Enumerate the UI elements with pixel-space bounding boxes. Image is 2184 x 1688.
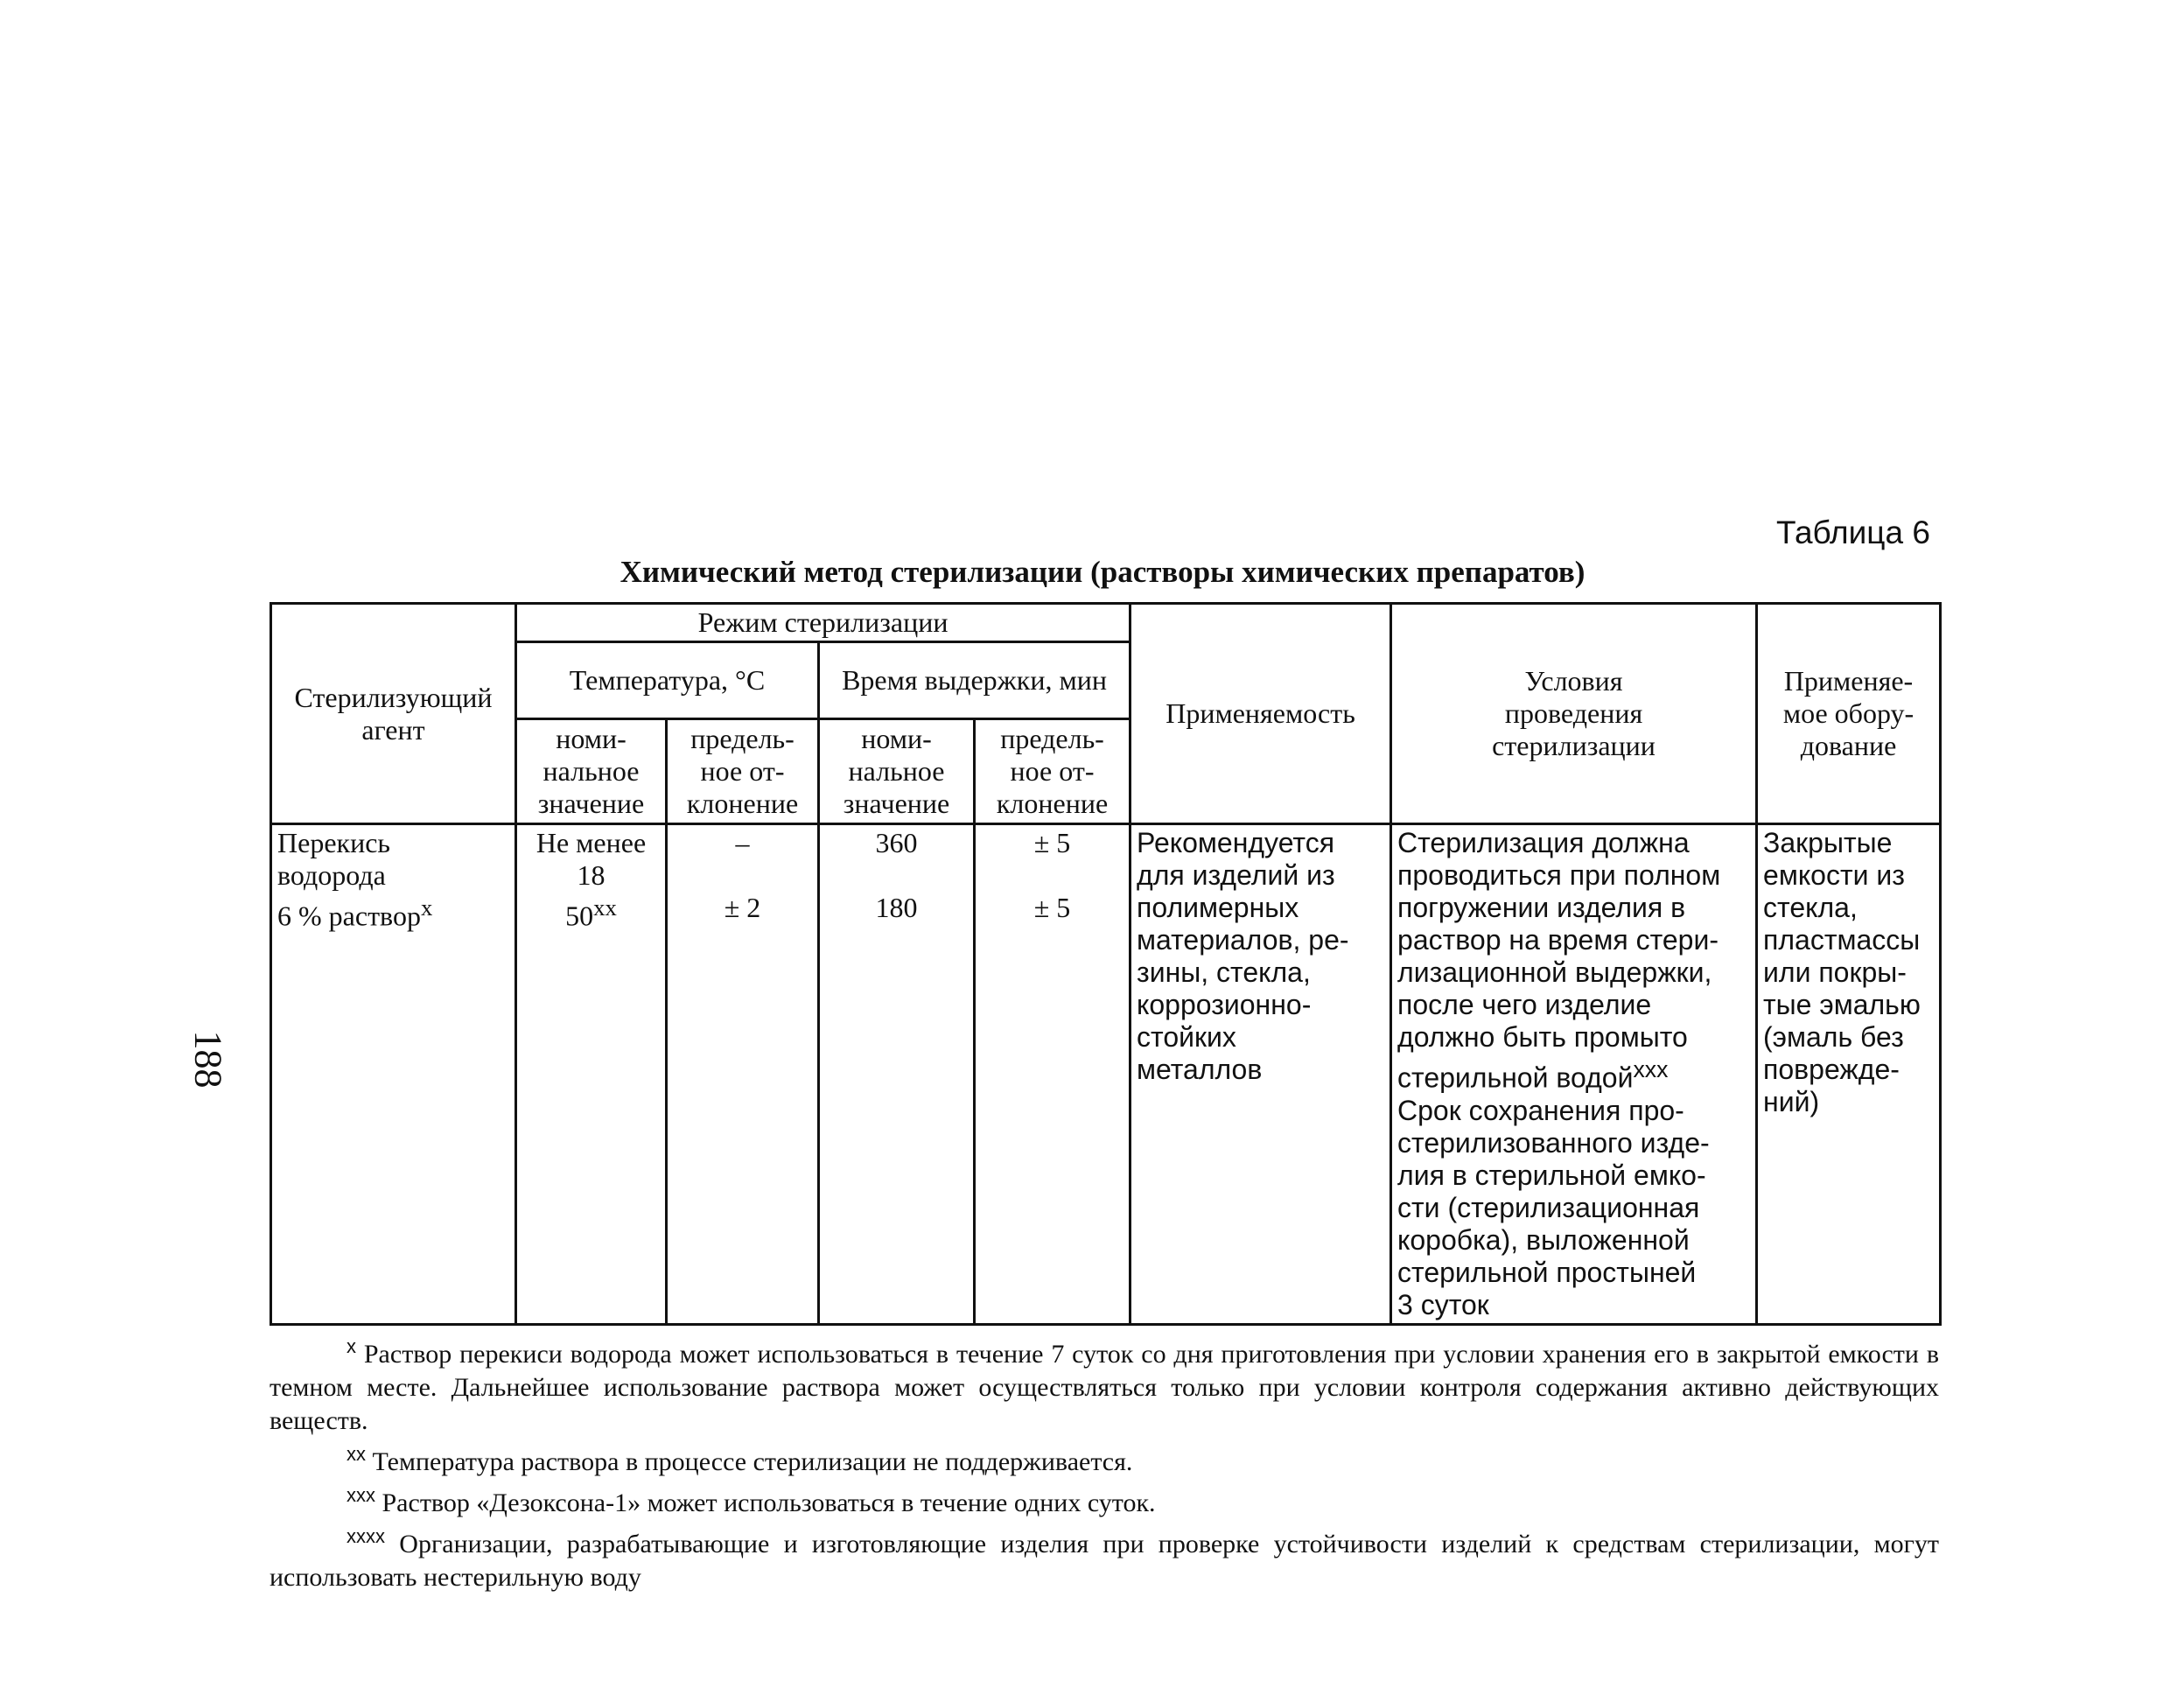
footnote-text: Организации, разрабатывающие и изготовляющие изделия при проверке устойчивости изделий к средствам стерилизации, могут использовать нестерильную воду — [270, 1530, 1939, 1592]
sterilization-table — [270, 602, 1942, 1326]
footnote-text: Раствор перекиси водорода может использоваться в течение 7 суток со дня приготовления при условии хранения его в закрытой емкости в темном месте. Дальнейшее использование раствора может осуществляться только при условии контроля содержания активно действующих веществ. — [270, 1340, 1939, 1435]
conditions-text-2: Срок сохранения про- стерилизованного изде- лия в стерильной емко- сти (стерилизационная коробка), выложенной стерильной простыней 3 суток — [1397, 1094, 1710, 1320]
agent-footnote-mark: x — [420, 894, 433, 921]
footnote-mark: xxxx — [346, 1525, 385, 1547]
footnote-mark: xxx — [346, 1484, 375, 1506]
cell-time-deviation: ± 5 ± 5 — [975, 824, 1130, 1325]
footnote-mark: xx — [346, 1443, 366, 1465]
page-number: 188 — [186, 1030, 230, 1089]
table-title: Химический метод стерилизации (растворы химических препаратов) — [620, 555, 1586, 589]
cell-temp-deviation: – ± 2 — [667, 824, 819, 1325]
header-temp-deviation: предель- ное от- клонение — [667, 719, 819, 824]
header-agent: Стерилизующий агент — [271, 604, 516, 824]
footnote — [270, 1438, 1939, 1479]
footnote-text: Температура раствора в процессе стерилизации не поддерживается. — [372, 1447, 1133, 1476]
cell-agent — [271, 824, 516, 1325]
cell-temp-nominal — [516, 824, 667, 1325]
temp-nominal-text: Не менее 18 50 — [536, 827, 647, 932]
header-temperature: Температура, °С — [516, 642, 819, 719]
footnote — [270, 1520, 1939, 1594]
footnote-mark: x — [346, 1335, 356, 1357]
temp-footnote-mark: xx — [593, 894, 617, 921]
header-conditions: Условия проведения стерилизации — [1391, 604, 1757, 824]
header-equipment: Применяе- мое обору- дование — [1757, 604, 1941, 824]
header-regime: Режим стерилизации — [516, 604, 1130, 642]
header-time-deviation: предель- ное от- клонение — [975, 719, 1130, 824]
table-number: Таблица 6 — [1776, 515, 1930, 550]
header-applicability: Применяемость — [1130, 604, 1391, 824]
conditions-text-1: Стерилизация должна проводиться при полном погружении изделия в раствор на время стери- лизационной выдержки, после чего изделие должно быть промыто стерильной водой — [1397, 827, 1721, 1094]
conditions-footnote-mark: xxx — [1633, 1056, 1669, 1082]
cell-conditions — [1391, 824, 1757, 1325]
header-time: Время выдержки, мин — [819, 642, 1130, 719]
cell-applicability: Рекомендуется для изделий из полимерных материалов, ре- зины, стекла, коррозионно- стойких металлов — [1130, 824, 1391, 1325]
footnote — [270, 1330, 1939, 1438]
footnotes — [270, 1330, 1939, 1594]
cell-equipment: Закрытые емкости из стекла, пластмассы или покры- тые эмалью (эмаль без поврежде- ний) — [1757, 824, 1941, 1325]
header-time-nominal: номи- нальное значение — [819, 719, 975, 824]
header-temp-nominal: номи- нальное значение — [516, 719, 667, 824]
footnote — [270, 1479, 1939, 1520]
cell-time-nominal: 360 180 — [819, 824, 975, 1325]
footnote-text: Раствор «Дезоксона-1» может использоваться в течение одних суток. — [382, 1488, 1156, 1517]
agent-text: Перекись водорода 6 % раствор — [277, 827, 421, 932]
